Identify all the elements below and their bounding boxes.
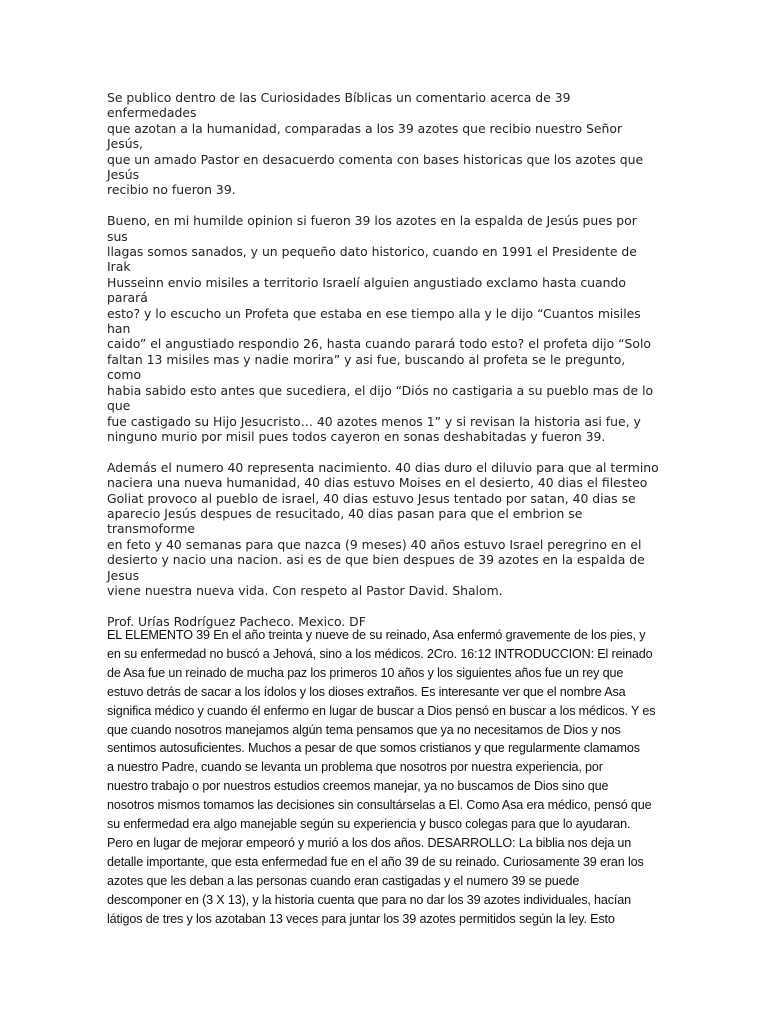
author-signature: Prof. Urías Rodríguez Pacheco. Mexico. DF [107, 613, 366, 629]
paragraph-element-39: EL ELEMENTO 39 En el año treinta y nueve de su reinado, Asa enfermó gravemente de los pies, y en su enfermedad no buscó a Jehová, sino a los médicos. 2Cro. 16:12 INTRODUCCION: El reinado de Asa fue un reinado de mucha paz los primeros 10 años y los siguientes años fue un rey que estuvo detrás de sacar a los ídolos y los dioses extraños. Es interesante ver que el nombre Asa significa médico y cuando él enfermo en lugar de buscar a Dios pensó en buscar a los médicos. Y es que cuando nosotros manejamos algún tema pensamos que ya no necesitamos de Dios y nos sentimos autosuficientes. Muchos a pesar de que somos cristianos y que regularmente clamamos a nuestro Padre, cuando se levanta un problema que nosotros por nuestra experiencia, por nuestro trabajo o por nuestros estudios creemos manejar, ya no buscamos de Dios sino que nosotros mismos tomamos las decisiones sin consultárselas a El. Como Asa era médico, pensó que su enfermedad era algo manejable según su experiencia y busco colegas para que lo ayudaran. Pero en lugar de mejorar empeoró y murió a los dos años. DESARROLLO: La biblia nos deja un detalle importante, que esta enfermedad fue en el año 39 de su reinado. Curiosamente 39 eran los azotes que les deban a las personas cuando eran castigadas y el numero 39 se puede descomponer en (3 X 13), y la historia cuenta que para no dar los 39 azotes individuales, hacían látigos de tres y los azotaban 13 veces para juntar los 39 azotes permitidos según la ley. Esto [107, 628, 656, 926]
element-39-section [107, 626, 667, 929]
commentary-section [107, 90, 659, 645]
paragraph-intro: Se publico dentro de las Curiosidades Bíblicas un comentario acerca de 39 enfermedades que azotan a la humanidad, comparadas a los 39 azotes que recibio nuestro Señor Jesús, que un amado Pastor en desacuerdo comenta con bases historicas que los azotes que Jesús recibio no fueron 39. [107, 90, 644, 198]
paragraph-number-40: Además el numero 40 representa nacimiento. 40 dias duro el diluvio para que al termino naciera una nueva humanidad, 40 dias estuvo Moises en el desierto, 40 dias el filesteo Goliat provoco al pueblo de israel, 40 dias estuvo Jesus tentado por satan, 40 dias se aparecio Jesús despues de resucitado, 40 dias pasan para que el embrion se transmoforme en feto y 40 semanas para que nazca (9 meses) 40 años estuvo Israel peregrino en el desierto y nacio una nacion. asi es de que bien despues de 39 azotes en la espalda de Jesus viene nuestra nueva vida. Con respeto al Pastor David. Shalom. [107, 459, 659, 598]
paragraph-missiles: Bueno, en mi humilde opinion si fueron 39 los azotes en la espalda de Jesús pues por sus llagas somos sanados, y un pequeño dato historico, cuando en 1991 el Presidente de Irak Husseinn envio misiles a territorio Israelí alguien angustiado exclamo hasta cuando parará esto? y lo escucho un Profeta que estaba en ese tiempo alla y le dijo “Cuantos misiles han caido” el angustiado respondio 26, hasta cuando parará todo esto? el profeta dijo “Solo faltan 13 misiles mas y nadie morira” y asi fue, buscando al profeta se le pregunto, como habia sabido esto antes que sucediera, el dijo “Diós no castigaria a su pueblo mas de lo que fue castigado su Hijo Jesucristo… 40 azotes menos 1” y si revisan la historia asi fue, y ninguno murio por misil pues todos cayeron en sonas deshabitadas y fueron 39. [107, 213, 654, 444]
